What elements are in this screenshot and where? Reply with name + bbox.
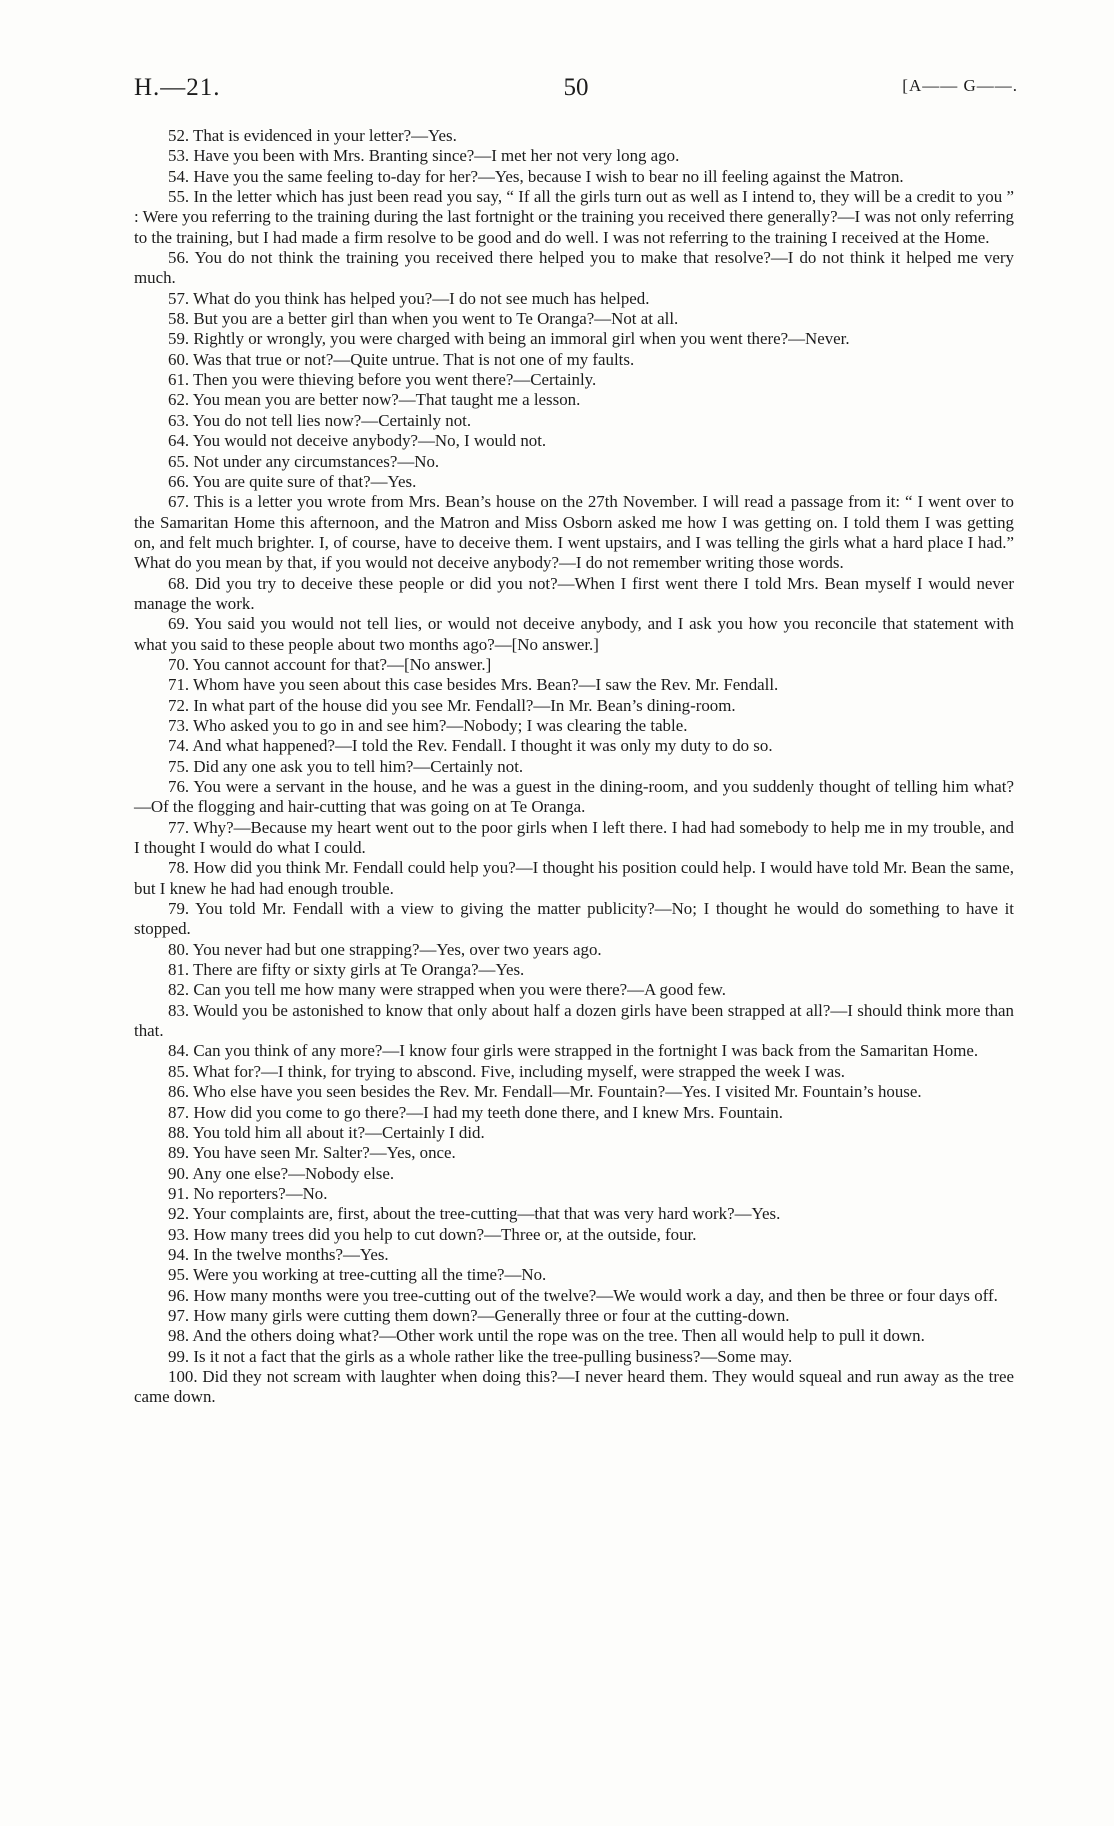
page-number: 50 xyxy=(563,74,589,101)
paragraph: 67. This is a letter you wrote from Mrs. Bean’s house on the 27th November. I will read a passage from it: “ I went over to the Samaritan Home this afternoon, and the Matron and Miss Osborn asked me how I was getting on. I told them I was getting on, and felt much brighter. I, of course, have to deceive them. I went upstairs, and I was telling the girls what a hard place I had.” What do you mean by that, if you would not deceive anybody?—I do not remember writing those words. xyxy=(134,492,1014,573)
paragraph: 74. And what happened?—I told the Rev. Fendall. I thought it was only my duty to do so. xyxy=(168,736,773,756)
paragraph: 79. You told Mr. Fendall with a view to giving the matter publicity?—No; I thought he would do something to have it stopped. xyxy=(134,899,1014,939)
paragraph: 96. How many months were you tree-cutting out of the twelve?—We would work a day, and then be three or four days off. xyxy=(168,1285,998,1305)
paragraph: 85. What for?—I think, for trying to abscond. Five, including myself, were strapped the week I was. xyxy=(168,1061,846,1081)
paragraph: 71. Whom have you seen about this case besides Mrs. Bean?—I saw the Rev. Mr. Fendall. xyxy=(168,675,779,695)
paragraph: 56. You do not think the training you received there helped you to make that resolve?—I do not think it helped me very much. xyxy=(134,248,1014,288)
paragraph: 65. Not under any circumstances?—No. xyxy=(168,451,440,471)
paragraph: 83. Would you be astonished to know that only about half a dozen girls have been strapped at all?—I should think more than that. xyxy=(134,1000,1014,1041)
paragraph: 61. Then you were thieving before you went there?—Certainly. xyxy=(168,370,597,390)
paragraph: 95. Were you working at tree-cutting all the time?—No. xyxy=(168,1265,547,1285)
paragraph: 78. How did you think Mr. Fendall could help you?—I thought his position could help. I would have told Mr. Bean the same, but I knew he had had enough trouble. xyxy=(134,858,1014,898)
paragraph: 69. You said you would not tell lies, or would not deceive anybody, and I ask you how you reconcile that statement with what you said to these people about two months ago?—[No answer.] xyxy=(134,614,1014,654)
page-header xyxy=(134,74,1018,108)
paragraph: 92. Your complaints are, first, about the tree-cutting—that that was very hard work?—Yes. xyxy=(168,1204,781,1224)
paragraph: 89. You have seen Mr. Salter?—Yes, once. xyxy=(168,1143,456,1163)
paragraph: 77. Why?—Because my heart went out to the poor girls when I left there. I had had somebody to help me in my trouble, and I thought I would do what I could. xyxy=(134,817,1014,858)
paper-reference: H.—21. xyxy=(134,74,221,101)
paragraph: 86. Who else have you seen besides the Rev. Mr. Fendall—Mr. Fountain?—Yes. I visited Mr. Fountain’s house. xyxy=(168,1082,922,1102)
paragraph: 76. You were a servant in the house, and he was a guest in the dining-room, and you suddenly thought of telling him what?—Of the flogging and hair-cutting that was going on at Te Oranga. xyxy=(134,777,1014,817)
paragraph: 63. You do not tell lies now?—Certainly not. xyxy=(168,410,472,430)
paragraph: 66. You are quite sure of that?—Yes. xyxy=(168,471,417,491)
paragraph: 68. Did you try to deceive these people or did you not?—When I first went there I told Mrs. Bean myself I would never manage the work. xyxy=(134,573,1014,613)
paragraph: 72. In what part of the house did you see Mr. Fendall?—In Mr. Bean’s dining-room. xyxy=(168,695,736,715)
paragraph: 98. And the others doing what?—Other work until the rope was on the tree. Then all would help to pull it down. xyxy=(168,1326,925,1346)
paragraph: 54. Have you the same feeling to-day for her?—Yes, because I wish to bear no ill feeling against the Matron. xyxy=(168,166,904,186)
paragraph: 70. You cannot account for that?—[No answer.] xyxy=(168,654,492,674)
paragraph: 58. But you are a better girl than when you went to Te Oranga?—Not at all. xyxy=(168,309,679,329)
paragraph: 93. How many trees did you help to cut down?—Three or, at the outside, four. xyxy=(168,1224,697,1244)
paragraph: 52. That is evidenced in your letter?—Yes. xyxy=(168,126,457,145)
paragraph: 75. Did any one ask you to tell him?—Certainly not. xyxy=(168,756,524,776)
paragraph: 88. You told him all about it?—Certainly I did. xyxy=(168,1122,485,1142)
paragraph: 91. No reporters?—No. xyxy=(168,1183,328,1203)
paragraph: 82. Can you tell me how many were strapped when you were there?—A good few. xyxy=(168,980,727,1000)
paragraph: 57. What do you think has helped you?—I do not see much has helped. xyxy=(168,288,650,308)
paragraph: 84. Can you think of any more?—I know four girls were strapped in the fortnight I was back from the Samaritan Home. xyxy=(168,1041,979,1061)
paragraph: 64. You would not deceive anybody?—No, I would not. xyxy=(168,431,547,451)
paragraph: 62. You mean you are better now?—That taught me a lesson. xyxy=(168,390,581,410)
paragraph: 55. In the letter which has just been read you say, “ If all the girls turn out as well as I intend to, they will be a credit to you ” : Were you referring to the training during the last fortnight or the training you received there generally?—I was not only referring to the training, but I had made a firm resolve to be good and do well. I was not referring to the training I received at the Home. xyxy=(134,187,1014,247)
paragraph: 60. Was that true or not?—Quite untrue. That is not one of my faults. xyxy=(168,349,635,369)
document-body xyxy=(134,126,1014,1408)
paragraph: 81. There are fifty or sixty girls at Te Oranga?—Yes. xyxy=(168,960,525,980)
paragraph: 59. Rightly or wrongly, you were charged with being an immoral girl when you went there?—Never. xyxy=(168,329,850,349)
paragraph: 80. You never had but one strapping?—Yes, over two years ago. xyxy=(168,939,602,959)
section-reference: [A—— G——. xyxy=(902,76,1018,95)
paragraph: 90. Any one else?—Nobody else. xyxy=(168,1163,395,1183)
paragraph: 100. Did they not scream with laughter when doing this?—I never heard them. They would squeal and run away as the tree came down. xyxy=(134,1366,1014,1407)
paragraph: 99. Is it not a fact that the girls as a whole rather like the tree-pulling business?—Some may. xyxy=(168,1346,793,1366)
paragraph: 53. Have you been with Mrs. Branting since?—I met her not very long ago. xyxy=(168,146,680,166)
paragraph: 73. Who asked you to go in and see him?—Nobody; I was clearing the table. xyxy=(168,715,688,735)
paragraph: 97. How many girls were cutting them down?—Generally three or four at the cutting-down. xyxy=(168,1305,790,1325)
paragraph: 94. In the twelve months?—Yes. xyxy=(168,1244,389,1264)
paragraph: 87. How did you come to go there?—I had my teeth done there, and I knew Mrs. Fountain. xyxy=(168,1102,783,1122)
